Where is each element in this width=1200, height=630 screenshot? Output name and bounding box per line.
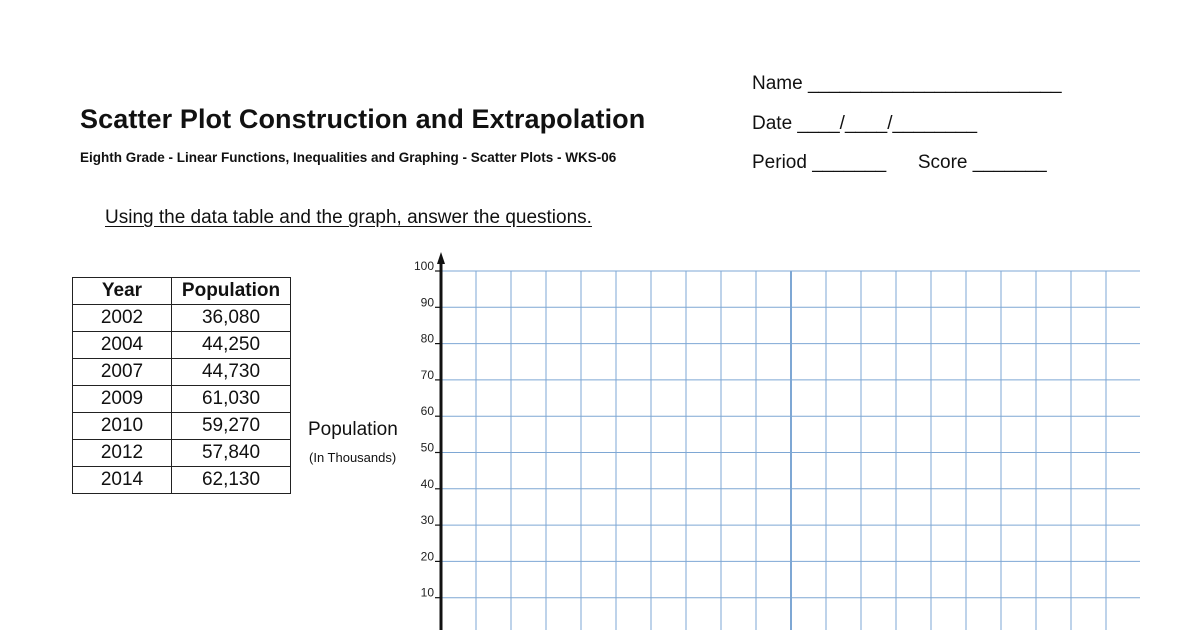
y-tick-label: 70 [420, 367, 434, 382]
y-tick-label: 90 [420, 295, 434, 310]
population-cell: 44,250 [172, 332, 291, 359]
population-cell: 57,840 [172, 440, 291, 467]
instruction-text: Using the data table and the graph, answer the questions. [105, 207, 592, 228]
grid-lines [441, 271, 1140, 630]
population-cell: 62,130 [172, 467, 291, 494]
year-cell: 2007 [73, 359, 172, 386]
year-cell: 2009 [73, 386, 172, 413]
y-tick-label: 20 [420, 549, 434, 564]
population-cell: 36,080 [172, 305, 291, 332]
y-axis-arrow-icon [437, 252, 445, 264]
worksheet-subtitle: Eighth Grade - Linear Functions, Inequalities and Graphing - Scatter Plots - WKS-06 [80, 150, 617, 165]
y-tick-label: 40 [420, 476, 434, 491]
year-cell: 2002 [73, 305, 172, 332]
y-tick-label: 60 [420, 404, 434, 419]
year-cell: 2010 [73, 413, 172, 440]
year-header: Year [73, 278, 172, 305]
y-tick-label: 80 [420, 331, 434, 346]
year-cell: 2014 [73, 467, 172, 494]
date-field: Date ____/____/________ [752, 113, 978, 134]
y-axis-label: Population [308, 419, 398, 440]
population-header: Population [172, 278, 291, 305]
population-cell: 61,030 [172, 386, 291, 413]
y-axis-sublabel: (In Thousands) [309, 450, 397, 465]
population-cell: 44,730 [172, 359, 291, 386]
y-axis [435, 252, 445, 630]
y-tick-label: 10 [420, 585, 434, 600]
y-tick-labels [414, 259, 434, 600]
population-cell: 59,270 [172, 413, 291, 440]
y-tick-label: 100 [413, 259, 434, 273]
year-cell: 2004 [73, 332, 172, 359]
y-tick-label: 50 [420, 440, 434, 455]
period-score-field: Period _______ Score _______ [752, 152, 1047, 173]
y-tick-label: 30 [420, 513, 434, 528]
name-field: Name ________________________ [752, 73, 1062, 94]
worksheet-title: Scatter Plot Construction and Extrapolation [80, 104, 646, 134]
year-cell: 2012 [73, 440, 172, 467]
